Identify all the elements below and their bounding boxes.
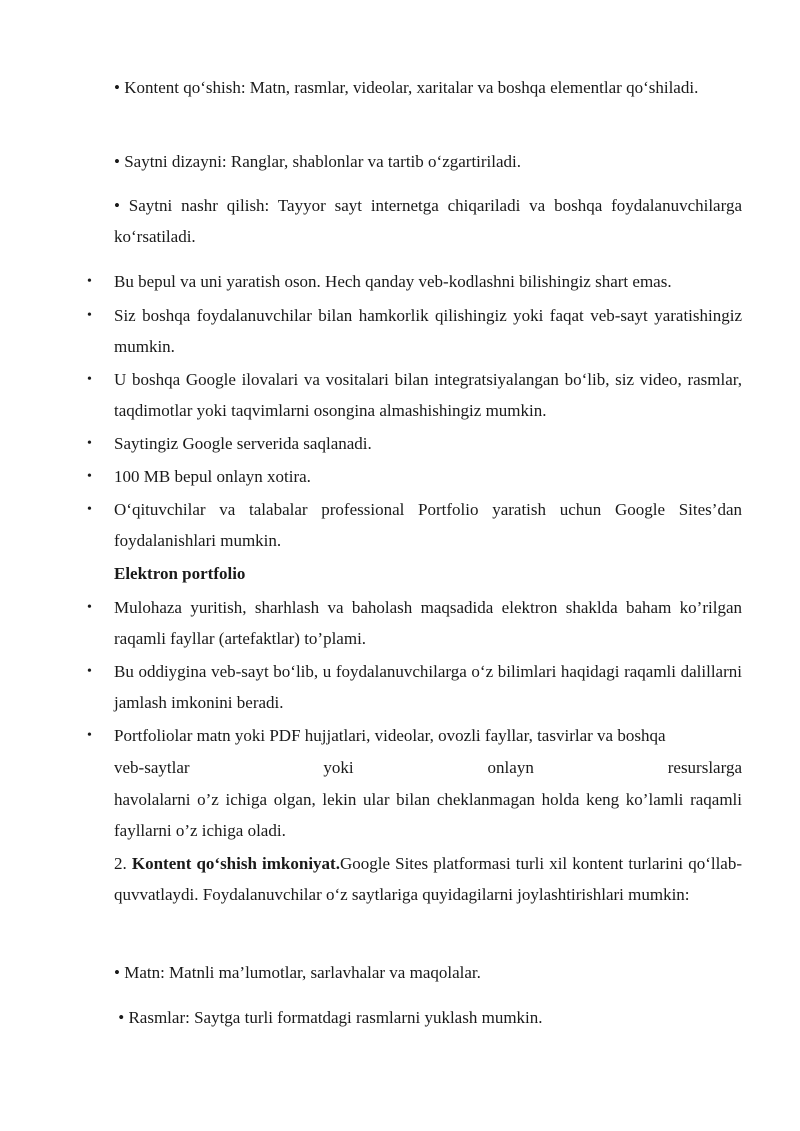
bullet-marker: • [87, 308, 92, 323]
section-heading: Elektron portfolio [114, 564, 246, 583]
bullet-marker: • [87, 274, 92, 289]
bullet-marker: • [87, 436, 92, 451]
list-item-line: havolalarni o’z ichiga olgan, lekin ular bilan cheklanmagan holda keng ko’lamli raqamli fayllarni o’z ichiga oladi. [114, 790, 742, 840]
list-item: Mulohaza yuritish, sharhlash va baholash maqsadida elektron shaklda baham ko’rilgan raqamli fayllar (artefaktlar) to’plami. [114, 598, 742, 648]
section-text: Google Sites platformasi turli xil kontent turlarini qo‘llab-quvvatlaydi. Foydalanuvchilar o‘z saytlariga quyidagilarni joylashtirishlari mumkin: [114, 854, 743, 904]
list-item: U boshqa Google ilovalari va vositalari bilan integratsiyalangan bo‘lib, siz video, rasmlar, taqdimotlar yoki taqvimlarni osongina almashishingiz mumkin. [114, 370, 742, 420]
list-item: 100 MB bepul onlayn xotira. [114, 467, 311, 486]
bullet-marker: • [87, 469, 92, 484]
list-item-line: Portfoliolar matn yoki PDF hujjatlari, videolar, ovozli fayllar, tasvirlar va boshqa [114, 726, 666, 745]
item-images: • Rasmlar: Saytga turli formatdagi rasmlarni yuklash mumkin. [114, 1008, 543, 1027]
item-text: • Matn: Matnli ma’lumotlar, sarlavhalar va maqolalar. [114, 963, 481, 982]
bullet-marker: • [87, 502, 92, 517]
bullet-marker: • [87, 372, 92, 387]
bullet-marker: • [87, 728, 92, 743]
list-item-line: veb-saytlar yoki onlayn resurslarga [114, 758, 742, 777]
list-item: Saytingiz Google serverida saqlanadi. [114, 434, 372, 453]
bullet-marker: • [87, 600, 92, 615]
list-item: Siz boshqa foydalanuvchilar bilan hamkorlik qilishingiz yoki faqat veb-sayt yaratishingiz mumkin. [114, 306, 742, 356]
section-title: Kontent qo‘shish imkoniyat. [131, 854, 340, 873]
bullet-marker: • [87, 664, 92, 679]
list-item: O‘qituvchilar va talabalar professional Portfolio yaratish uchun Google Sites’dan foydalanishlari mumkin. [114, 500, 742, 550]
section-paragraph [114, 848, 742, 910]
sub-item-publish: • Saytni nashr qilish: Tayyor sayt internetga chiqariladi va boshqa foydalanuvchilarga ko‘rsatiladi. [114, 196, 742, 246]
list-item: Bu oddiygina veb-sayt bo‘lib, u foydalanuvchilarga o‘z bilimlari haqidagi raqamli dalillarni jamlash imkonini beradi. [114, 662, 742, 712]
sub-item-content: • Kontent qo‘shish: Matn, rasmlar, videolar, xaritalar va boshqa elementlar qo‘shiladi. [114, 78, 699, 97]
sub-item-design: • Saytni dizayni: Ranglar, shablonlar va tartib o‘zgartiriladi. [114, 152, 522, 171]
list-item: Bu bepul va uni yaratish oson. Hech qanday veb-kodlashni bilishingiz shart emas. [114, 272, 672, 291]
section-number: 2. [114, 854, 127, 873]
